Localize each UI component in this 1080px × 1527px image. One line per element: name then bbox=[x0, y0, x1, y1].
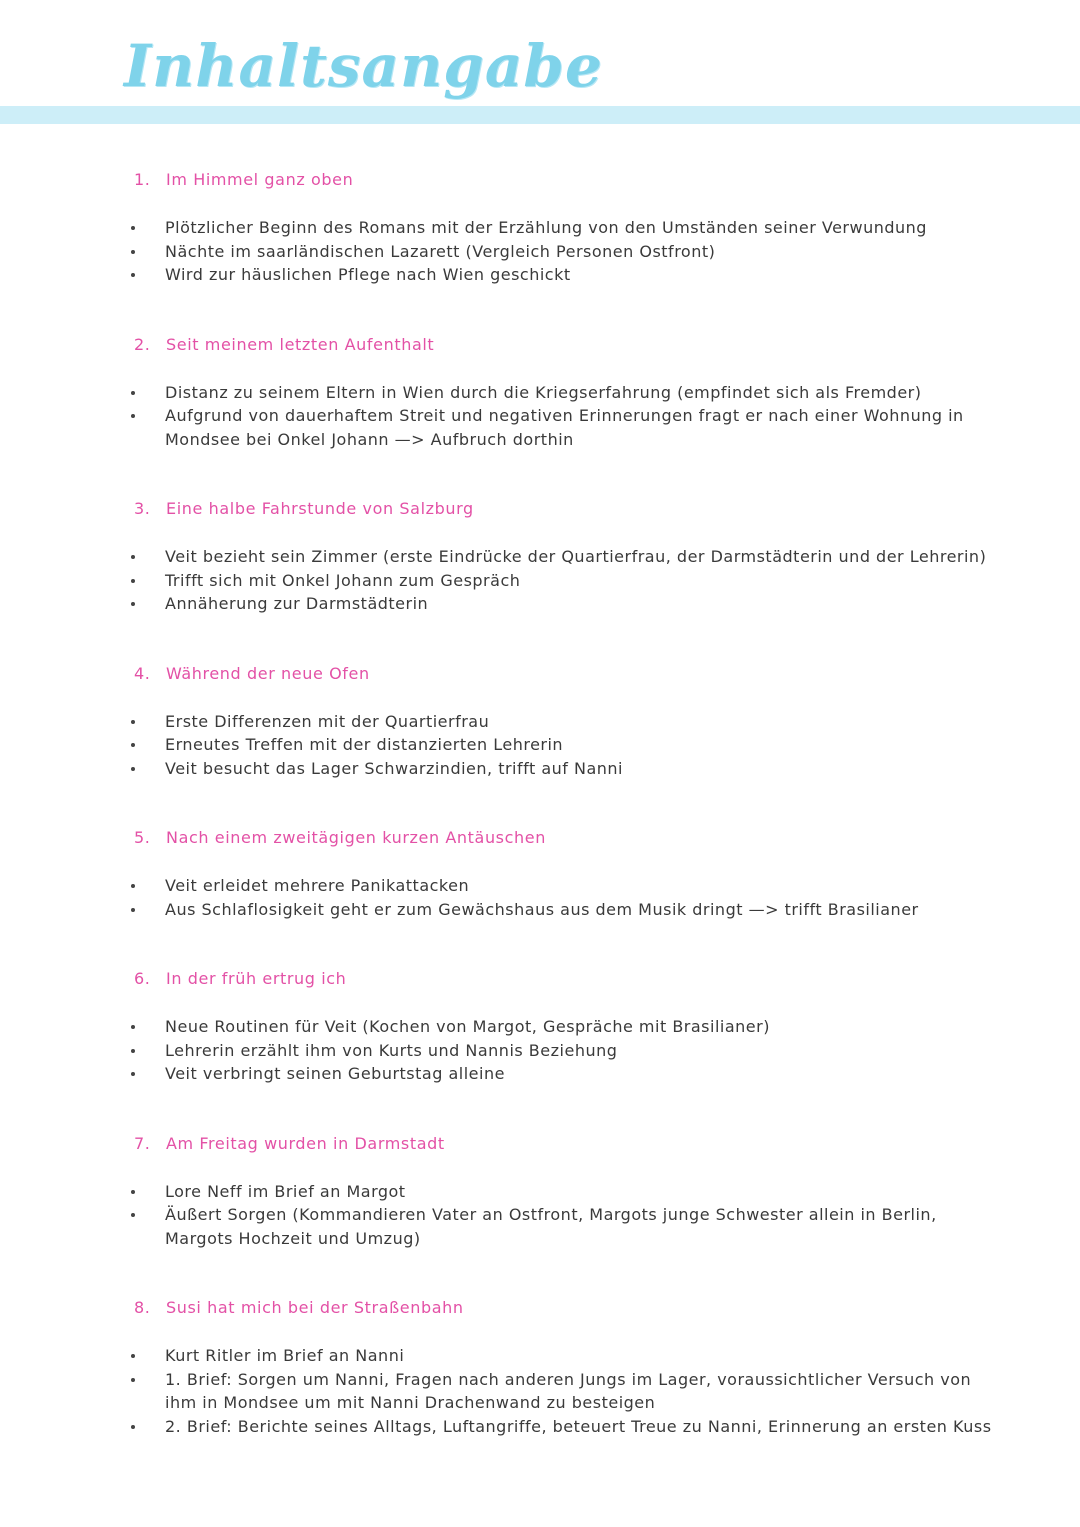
bullet-list bbox=[0, 874, 1080, 921]
content bbox=[0, 168, 1080, 1484]
title-underline-band bbox=[0, 106, 1080, 124]
list-item bbox=[0, 216, 1080, 240]
bullet-icon bbox=[131, 1049, 135, 1053]
list-item-text: Neue Routinen für Veit (Kochen von Margot, Gespräche mit Brasilianer) bbox=[165, 1017, 770, 1036]
bullet-list bbox=[0, 381, 1080, 452]
section-title: In der früh ertrug ich bbox=[166, 969, 347, 988]
list-item-text: Plötzlicher Beginn des Romans mit der Erzählung von den Umständen seiner Verwundung bbox=[165, 218, 927, 237]
list-item-text: 1. Brief: Sorgen um Nanni, Fragen nach anderen Jungs im Lager, voraussichtlicher Versuch von ihm in Mondsee um mit Nanni Drachenwand zu besteigen bbox=[165, 1369, 972, 1412]
section-number: 1. bbox=[134, 170, 151, 189]
list-item bbox=[0, 404, 1080, 451]
list-item bbox=[0, 569, 1080, 593]
section-heading bbox=[0, 967, 1080, 991]
bullet-list bbox=[0, 1015, 1080, 1086]
bullet-icon bbox=[131, 391, 135, 395]
section-title: Eine halbe Fahrstunde von Salzburg bbox=[166, 499, 474, 518]
bullet-list bbox=[0, 710, 1080, 781]
bullet-icon bbox=[131, 1425, 135, 1429]
list-item bbox=[0, 545, 1080, 569]
list-item-text: Annäherung zur Darmstädterin bbox=[165, 594, 429, 613]
section-title: Seit meinem letzten Aufenthalt bbox=[166, 334, 435, 354]
section-heading bbox=[0, 497, 1080, 521]
list-item-text: Lore Neff im Brief an Margot bbox=[165, 1181, 406, 1201]
list-item bbox=[0, 1203, 1080, 1250]
list-item bbox=[0, 592, 1080, 616]
title-area bbox=[0, 0, 1080, 130]
section-title: Während der neue Ofen bbox=[166, 663, 370, 683]
bullet-icon bbox=[131, 1025, 135, 1029]
bullet-icon bbox=[131, 1213, 135, 1217]
section-2 bbox=[0, 333, 1080, 452]
section-3 bbox=[0, 497, 1080, 616]
list-item bbox=[0, 1415, 1080, 1439]
section-5 bbox=[0, 826, 1080, 921]
list-item-text: Veit besucht das Lager Schwarzindien, trifft auf Nanni bbox=[165, 758, 623, 778]
section-heading bbox=[0, 1296, 1080, 1320]
list-item-text: Distanz zu seinem Eltern in Wien durch die Kriegserfahrung (empfindet sich als Fremder) bbox=[165, 382, 922, 402]
section-number: 6. bbox=[134, 969, 151, 988]
list-item bbox=[0, 710, 1080, 734]
list-item bbox=[0, 1039, 1080, 1063]
bullet-icon bbox=[131, 767, 135, 771]
section-1 bbox=[0, 168, 1080, 287]
section-number: 8. bbox=[134, 1298, 151, 1317]
section-heading bbox=[0, 826, 1080, 850]
section-heading bbox=[0, 333, 1080, 357]
bullet-icon bbox=[131, 1072, 135, 1076]
section-4 bbox=[0, 662, 1080, 781]
bullet-icon bbox=[131, 1190, 135, 1194]
bullet-icon bbox=[131, 555, 135, 559]
section-number: 7. bbox=[134, 1133, 151, 1153]
list-item-text: Veit erleidet mehrere Panikattacken bbox=[165, 876, 470, 895]
list-item bbox=[0, 263, 1080, 287]
list-item bbox=[0, 1344, 1080, 1368]
bullet-icon bbox=[131, 226, 135, 230]
bullet-icon bbox=[131, 579, 135, 583]
list-item bbox=[0, 898, 1080, 922]
section-heading bbox=[0, 662, 1080, 686]
section-number: 2. bbox=[134, 334, 151, 354]
list-item-text: Nächte im saarländischen Lazarett (Vergleich Personen Ostfront) bbox=[165, 241, 716, 261]
section-8 bbox=[0, 1296, 1080, 1438]
list-item-text: Wird zur häuslichen Pflege nach Wien geschickt bbox=[165, 265, 571, 284]
list-item bbox=[0, 757, 1080, 781]
bullet-icon bbox=[131, 1354, 135, 1358]
section-7 bbox=[0, 1132, 1080, 1251]
section-heading bbox=[0, 1132, 1080, 1156]
bullet-icon bbox=[131, 743, 135, 747]
section-title: Im Himmel ganz oben bbox=[166, 170, 354, 189]
list-item bbox=[0, 874, 1080, 898]
bullet-icon bbox=[131, 1378, 135, 1382]
section-number: 5. bbox=[134, 828, 151, 847]
bullet-list bbox=[0, 545, 1080, 616]
list-item-text: Aus Schlaflosigkeit geht er zum Gewächshaus aus dem Musik dringt —> trifft Brasilianer bbox=[165, 899, 919, 919]
list-item-text: Aufgrund von dauerhaftem Streit und negativen Erinnerungen fragt er nach einer Wohnung in Mondsee bei Onkel Johann —> Aufbruch dorthin bbox=[165, 406, 964, 449]
section-title: Nach einem zweitägigen kurzen Antäuschen bbox=[166, 828, 546, 847]
list-item-text: Trifft sich mit Onkel Johann zum Gespräch bbox=[165, 570, 521, 590]
bullet-icon bbox=[131, 602, 135, 606]
bullet-list bbox=[0, 216, 1080, 287]
bullet-icon bbox=[131, 884, 135, 888]
bullet-icon bbox=[131, 273, 135, 277]
section-title: Susi hat mich bei der Straßenbahn bbox=[166, 1298, 464, 1317]
section-heading bbox=[0, 168, 1080, 192]
list-item bbox=[0, 733, 1080, 757]
bullet-icon bbox=[131, 720, 135, 724]
list-item-text: Veit bezieht sein Zimmer (erste Eindrücke der Quartierfrau, der Darmstädterin und der Lehrerin) bbox=[165, 547, 987, 566]
bullet-list bbox=[0, 1344, 1080, 1438]
list-item-text: Lehrerin erzählt ihm von Kurts und Nannis Beziehung bbox=[165, 1040, 618, 1060]
list-item-text: Erneutes Treffen mit der distanzierten Lehrerin bbox=[165, 735, 564, 754]
list-item-text: Erste Differenzen mit der Quartierfrau bbox=[165, 711, 490, 731]
page-title: Inhaltsangabe bbox=[124, 32, 603, 100]
section-6 bbox=[0, 967, 1080, 1086]
bullet-icon bbox=[131, 908, 135, 912]
list-item bbox=[0, 1180, 1080, 1204]
bullet-icon bbox=[131, 250, 135, 254]
list-item bbox=[0, 1062, 1080, 1086]
list-item-text: Äußert Sorgen (Kommandieren Vater an Ostfront, Margots junge Schwester allein in Berlin, Margots Hochzeit und Umzug) bbox=[165, 1205, 937, 1248]
list-item-text: 2. Brief: Berichte seines Alltags, Luftangriffe, beteuert Treue zu Nanni, Erinnerung an ersten Kuss bbox=[165, 1416, 992, 1436]
section-title: Am Freitag wurden in Darmstadt bbox=[166, 1133, 445, 1153]
section-number: 4. bbox=[134, 663, 151, 683]
section-number: 3. bbox=[134, 499, 151, 518]
list-item-text: Kurt Ritler im Brief an Nanni bbox=[165, 1346, 405, 1365]
list-item bbox=[0, 381, 1080, 405]
bullet-icon bbox=[131, 414, 135, 418]
bullet-list bbox=[0, 1180, 1080, 1251]
list-item bbox=[0, 1368, 1080, 1415]
list-item-text: Veit verbringt seinen Geburtstag alleine bbox=[165, 1064, 505, 1083]
list-item bbox=[0, 1015, 1080, 1039]
list-item bbox=[0, 240, 1080, 264]
